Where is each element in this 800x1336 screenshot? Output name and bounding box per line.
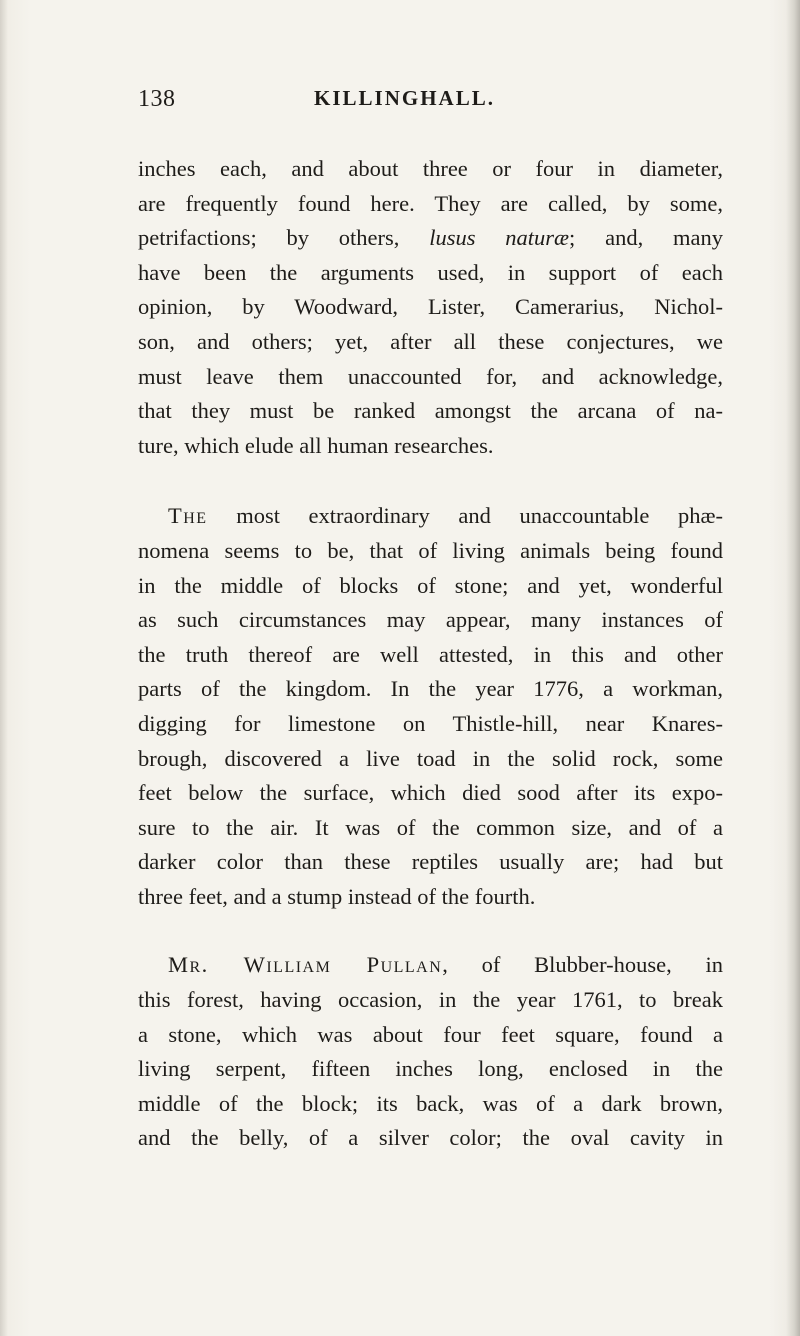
page-number: 138 <box>138 86 176 112</box>
running-head: KILLINGHALL. <box>314 86 495 110</box>
text-line: sure to the air. It was of the common size, and of a <box>138 814 723 840</box>
text-line: this forest, having occasion, in the year 1761, to break <box>138 987 723 1013</box>
small-caps-opener: Mr. William Pullan <box>168 952 443 978</box>
text-line: son, and others; yet, after all these conjectures, we <box>138 328 723 354</box>
text-line: The most extraordinary and unaccountable phæ- <box>168 503 723 529</box>
text-line: parts of the kingdom. In the year 1776, a workman, <box>138 676 723 702</box>
text-line: inches each, and about three or four in diameter, <box>138 156 723 181</box>
text-line: digging for limestone on Thistle-hill, near Knares- <box>138 710 723 736</box>
text-line: in the middle of blocks of stone; and yet, wonderful <box>138 572 723 598</box>
text-line: that they must be ranked amongst the arcana of na- <box>138 398 723 424</box>
text-line: darker color than these reptiles usually are; had but <box>138 849 723 875</box>
text-line: living serpent, fifteen inches long, enclosed in the <box>138 1056 723 1082</box>
text-line: nomena seems to be, that of living animals being found <box>138 537 723 563</box>
text-line: petrifactions; by others, lusus naturæ; and, many <box>138 225 723 251</box>
text-line: brough, discovered a live toad in the solid rock, some <box>138 745 723 771</box>
text-line: as such circumstances may appear, many instances of <box>138 607 723 633</box>
latin-phrase: lusus naturæ <box>429 225 570 251</box>
text-line: the truth thereof are well attested, in this and other <box>138 641 723 667</box>
text-line: a stone, which was about four feet square, found a <box>138 1021 723 1047</box>
text-line: and the belly, of a silver color; the oval cavity in <box>138 1125 723 1151</box>
page-edge-shadow <box>786 0 800 1336</box>
page-gutter-shadow <box>0 0 8 1336</box>
small-caps-opener: The <box>168 503 208 529</box>
text-line: opinion, by Woodward, Lister, Camerarius, Nichol- <box>138 294 723 320</box>
body-text <box>138 152 723 1156</box>
text-line: Mr. William Pullan, of Blubber-house, in <box>168 952 723 978</box>
text-line: feet below the surface, which died sood after its expo- <box>138 780 723 806</box>
paragraph-spacer <box>138 463 723 499</box>
text-line: ture, which elude all human researches. <box>138 432 494 458</box>
text-line: have been the arguments used, in support of each <box>138 259 723 285</box>
paragraph-3 <box>138 948 723 1156</box>
text-line: are frequently found here. They are called, by some, <box>138 190 723 216</box>
text-line: must leave them unaccounted for, and acknowledge, <box>138 363 723 389</box>
paragraph-2 <box>138 499 723 914</box>
paragraph-spacer <box>138 914 723 948</box>
text-line: three feet, and a stump instead of the fourth. <box>138 883 536 909</box>
paragraph-1 <box>138 152 723 463</box>
text-line: middle of the block; its back, was of a dark brown, <box>138 1090 723 1116</box>
page-header <box>138 86 718 126</box>
